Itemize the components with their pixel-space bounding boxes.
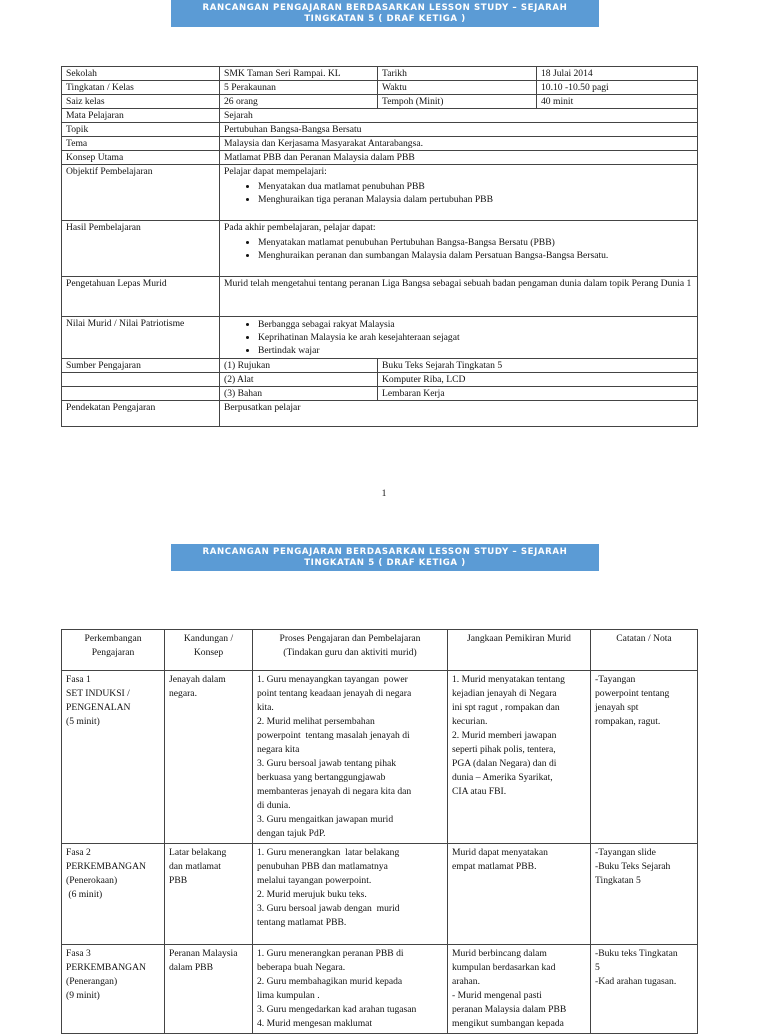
banner-subtitle: TINGKATAN 5 ( DRAF KETIGA ) — [304, 14, 466, 24]
cell-proses — [253, 671, 448, 844]
cell-line: empat matlamat PBB. — [452, 861, 537, 872]
cell-line: Murid berbincang dalam — [452, 948, 547, 959]
page-banner — [171, 544, 599, 571]
info-value: Murid telah mengetahui tentang peranan Liga Bangsa sebagai sebuah badan pengaman dunia dalam topik Perang Dunia 1 — [220, 277, 698, 317]
header-catatan — [591, 630, 698, 671]
cell-line: Latar belakang — [169, 847, 227, 858]
cell-line: kecurian. — [452, 716, 488, 727]
cell-line: 1. Guru menerangkan peranan PBB di — [257, 948, 404, 959]
cell-line: PBB — [169, 875, 188, 886]
info-value: 10.10 -10.50 pagi — [537, 81, 698, 95]
cell-line: -Tayangan slide — [595, 847, 656, 858]
list-item: • Menyatakan dua matlamat penubuhan PBB — [258, 180, 693, 193]
nilai-cell — [220, 317, 698, 359]
cell-line: 3. Guru bersoal jawab tentang pihak — [257, 758, 397, 769]
cell-line: arahan. — [452, 976, 480, 987]
info-value: Berpusatkan pelajar — [220, 401, 698, 427]
info-label: Nilai Murid / Nilai Patriotisme — [62, 317, 220, 359]
info-label: Pengetahuan Lepas Murid — [62, 277, 220, 317]
cell-line: Jenayah dalam — [169, 674, 226, 685]
cell-line: membanteras jenayah di negara kita dan — [257, 786, 412, 797]
cell-line: dengan tajuk PdP. — [257, 828, 326, 839]
cell-line: ini spt ragut , rompakan dan — [452, 702, 560, 713]
cell-line: 2. Murid memberi jawapan — [452, 730, 557, 741]
info-value: SMK Taman Seri Rampai. KL — [220, 67, 378, 81]
cell-line: beberapa buah Negara. — [257, 962, 346, 973]
cell-catatan — [591, 945, 698, 1034]
cell-fasa — [62, 844, 165, 945]
cell-line: CIA atau FBI. — [452, 786, 507, 797]
info-value: 26 orang — [220, 95, 378, 109]
info-label: Tempoh (Minit) — [378, 95, 537, 109]
cell-line: seperti pihak polis, tentera, — [452, 744, 556, 755]
cell-line: mengikut sumbangan kepada — [452, 1018, 564, 1029]
cell-kandungan — [165, 844, 253, 945]
cell-line: 2. Murid merujuk buku teks. — [257, 889, 367, 900]
info-label: Tarikh — [378, 67, 537, 81]
list-item: • Bertindak wajar — [258, 344, 693, 357]
cell-line: dunia – Amerika Syarikat, — [452, 772, 553, 783]
table-row — [62, 945, 698, 1034]
cell-line: PERKEMBANGAN — [66, 962, 146, 973]
cell-line: kita. — [257, 702, 274, 713]
info-label: Waktu — [378, 81, 537, 95]
cell-catatan — [591, 844, 698, 945]
lesson-plan-table — [61, 629, 698, 1034]
sumber-item: Lembaran Kerja — [378, 387, 698, 401]
info-label: Konsep Utama — [62, 151, 220, 165]
lesson-info-table — [61, 66, 698, 427]
banner-title: RANCANGAN PENGAJARAN BERDASARKAN LESSON STUDY – SEJARAH — [202, 547, 568, 557]
cell-line: kumpulan berdasarkan kad — [452, 962, 556, 973]
cell-jangkaan — [448, 945, 591, 1034]
sumber-jenis: (2) Alat — [220, 373, 378, 387]
cell-line: 3. Guru bersoal jawab dengan murid — [257, 903, 400, 914]
info-label: Topik — [62, 123, 220, 137]
cell-line: dalam PBB — [169, 962, 213, 973]
cell-proses — [253, 844, 448, 945]
hasil-intro: Pada akhir pembelajaran, pelajar dapat: — [224, 222, 376, 233]
cell-line: 1. Guru menayangkan tayangan power — [257, 674, 408, 685]
header-line: Jangkaan Pemikiran Murid — [467, 633, 571, 644]
empty-cell — [62, 373, 220, 387]
header-line: Catatan / Nota — [616, 633, 672, 644]
cell-line: SET INDUKSI / — [66, 688, 130, 699]
cell-kandungan — [165, 945, 253, 1034]
cell-line: Fasa 2 — [66, 847, 91, 858]
cell-line: 3. Guru mengedarkan kad arahan tugasan — [257, 1004, 417, 1015]
cell-line: Murid dapat menyatakan — [452, 847, 548, 858]
cell-line: Peranan Malaysia — [169, 948, 238, 959]
table-row — [62, 671, 698, 844]
objektif-cell — [220, 165, 698, 221]
cell-line: PERKEMBANGAN — [66, 861, 146, 872]
list-item: • Menghuraikan peranan dan sumbangan Malaysia dalam Persatuan Bangsa-Bangsa Bersatu. — [258, 249, 693, 262]
info-label: Pendekatan Pengajaran — [62, 401, 220, 427]
info-label: Mata Pelajaran — [62, 109, 220, 123]
cell-line: 2. Murid melihat persembahan — [257, 716, 375, 727]
cell-line: - Murid mengenal pasti — [452, 990, 542, 1001]
cell-line: point tentang keadaan jenayah di negara — [257, 688, 412, 699]
cell-line: 2. Guru membahagikan murid kepada — [257, 976, 403, 987]
header-line: Perkembangan — [84, 633, 142, 644]
page-number: 1 — [381, 488, 387, 499]
header-line: Pengajaran — [91, 647, 135, 658]
cell-line: -Buku teks Tingkatan — [595, 948, 678, 959]
header-line: (Tindakan guru dan aktiviti murid) — [283, 647, 417, 658]
cell-line: negara kita — [257, 744, 300, 755]
cell-line: PGA (dalan Negara) dan di — [452, 758, 557, 769]
info-label: Saiz kelas — [62, 95, 220, 109]
banner-subtitle: TINGKATAN 5 ( DRAF KETIGA ) — [304, 558, 466, 568]
header-line: Konsep — [193, 647, 224, 658]
sumber-item: Komputer Riba, LCD — [378, 373, 698, 387]
cell-line: 3. Guru mengaitkan jawapan murid — [257, 814, 394, 825]
cell-line: berkuasa yang bertanggungjawab — [257, 772, 386, 783]
cell-line: -Kad arahan tugasan. — [595, 976, 677, 987]
info-value: Pertubuhan Bangsa-Bangsa Bersatu — [220, 123, 698, 137]
info-label: Objektif Pembelajaran — [62, 165, 220, 221]
cell-line: (Penerangan) — [66, 976, 118, 987]
cell-line: 1. Guru menerangkan latar belakang — [257, 847, 400, 858]
cell-line: (Penerokaan) — [66, 875, 118, 886]
cell-line: kejadian jenayah di Negara — [452, 688, 557, 699]
cell-line: (9 minit) — [66, 990, 100, 1001]
header-line: Kandungan / — [183, 633, 234, 644]
cell-line: rompakan, ragut. — [595, 716, 661, 727]
list-item: • Berbangga sebagai rakyat Malaysia — [258, 318, 693, 331]
cell-catatan — [591, 671, 698, 844]
header-jangkaan — [448, 630, 591, 671]
hasil-cell — [220, 221, 698, 277]
cell-line: di dunia. — [257, 800, 291, 811]
cell-line: 1. Murid menyatakan tentang — [452, 674, 565, 685]
info-label: Tingkatan / Kelas — [62, 81, 220, 95]
header-proses — [253, 630, 448, 671]
table-row — [62, 844, 698, 945]
page-banner — [171, 0, 599, 27]
cell-line: negara. — [169, 688, 197, 699]
cell-jangkaan — [448, 671, 591, 844]
cell-line: -Tayangan — [595, 674, 636, 685]
cell-line: Fasa 3 — [66, 948, 91, 959]
cell-line: powerpoint tentang — [595, 688, 670, 699]
info-label: Sumber Pengajaran — [62, 359, 220, 373]
info-value: Matlamat PBB dan Peranan Malaysia dalam PBB — [220, 151, 698, 165]
cell-line: penubuhan PBB dan matlamatnya — [257, 861, 388, 872]
sumber-jenis: (3) Bahan — [220, 387, 378, 401]
info-label: Sekolah — [62, 67, 220, 81]
list-item: • Menghuraikan tiga peranan Malaysia dalam pertubuhan PBB — [258, 193, 693, 206]
objektif-intro: Pelajar dapat mempelajari: — [224, 166, 327, 177]
header-perkembangan — [62, 630, 165, 671]
sumber-jenis: (1) Rujukan — [220, 359, 378, 373]
cell-line: Fasa 1 — [66, 674, 91, 685]
cell-fasa — [62, 945, 165, 1034]
list-item: • Menyatakan matlamat penubuhan Pertubuhan Bangsa-Bangsa Bersatu (PBB) — [258, 236, 693, 249]
cell-fasa — [62, 671, 165, 844]
cell-line: PENGENALAN — [66, 702, 131, 713]
list-item: • Keprihatinan Malaysia ke arah kesejahteraan sejagat — [258, 331, 693, 344]
info-value: Malaysia dan Kerjasama Masyarakat Antarabangsa. — [220, 137, 698, 151]
header-kandungan — [165, 630, 253, 671]
banner-title: RANCANGAN PENGAJARAN BERDASARKAN LESSON STUDY – SEJARAH — [202, 3, 568, 13]
cell-line: tentang matlamat PBB. — [257, 917, 347, 928]
cell-line: peranan Malaysia dalam PBB — [452, 1004, 567, 1015]
cell-line: Tingkatan 5 — [595, 875, 641, 886]
cell-line: (6 minit) — [66, 889, 103, 900]
info-label: Hasil Pembelajaran — [62, 221, 220, 277]
empty-cell — [62, 387, 220, 401]
cell-proses — [253, 945, 448, 1034]
header-line: Proses Pengajaran dan Pembelajaran — [279, 633, 421, 644]
info-value: 5 Perakaunan — [220, 81, 378, 95]
cell-line: -Buku Teks Sejarah — [595, 861, 671, 872]
cell-line: jenayah spt — [595, 702, 639, 713]
info-value: Sejarah — [220, 109, 698, 123]
cell-jangkaan — [448, 844, 591, 945]
sumber-item: Buku Teks Sejarah Tingkatan 5 — [378, 359, 698, 373]
cell-line: lima kumpulan . — [257, 990, 320, 1001]
cell-line: dan matlamat — [169, 861, 221, 872]
cell-line: melalui tayangan powerpoint. — [257, 875, 372, 886]
cell-line: (5 minit) — [66, 716, 100, 727]
cell-line: powerpoint tentang masalah jenayah di — [257, 730, 410, 741]
info-value: 40 minit — [537, 95, 698, 109]
info-label: Tema — [62, 137, 220, 151]
cell-line: 4. Murid mengesan maklumat — [257, 1018, 373, 1029]
cell-line: 5 — [595, 962, 600, 973]
info-value: 18 Julai 2014 — [537, 67, 698, 81]
cell-kandungan — [165, 671, 253, 844]
